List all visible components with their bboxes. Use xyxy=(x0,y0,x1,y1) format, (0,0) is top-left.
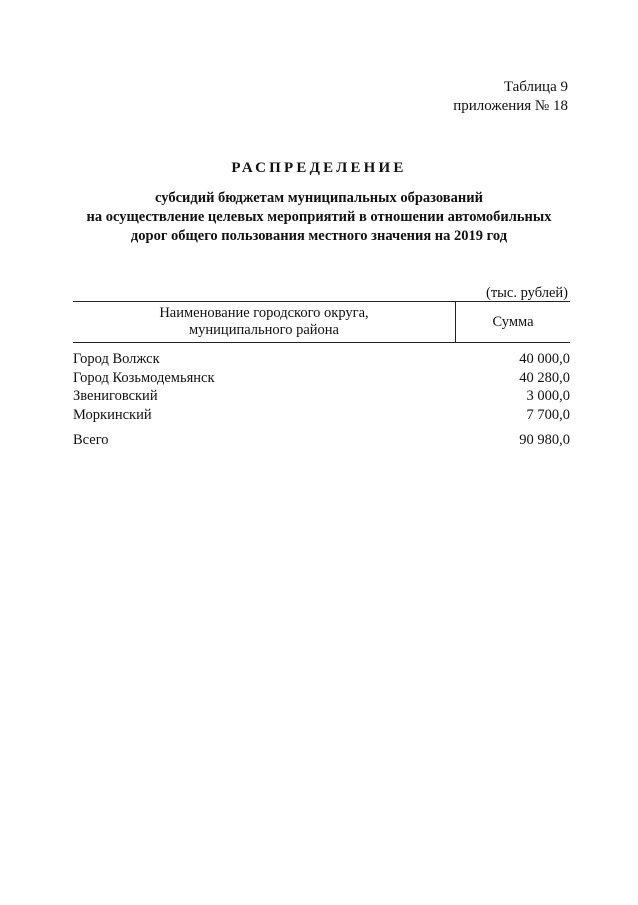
table-number: Таблица 9 xyxy=(503,79,568,95)
row-value: 40 000,0 xyxy=(519,351,570,367)
total-value: 90 980,0 xyxy=(519,432,570,448)
total-label: Всего xyxy=(73,432,109,448)
row-name: Моркинский xyxy=(73,406,152,423)
row-value: 3 000,0 xyxy=(526,388,570,404)
subtitle-line-1: субсидий бюджетам муниципальных образований xyxy=(155,190,483,206)
distribution-table xyxy=(73,301,570,450)
units-note: (тыс. рублей) xyxy=(486,285,568,301)
row-name: Город Козьмодемьянск xyxy=(73,369,215,386)
appendix-number: приложения № 18 xyxy=(453,98,568,114)
row-value: 7 700,0 xyxy=(526,406,570,423)
column-header-name xyxy=(73,302,456,342)
table-row xyxy=(73,406,570,425)
document-subtitle xyxy=(60,189,578,246)
table-row xyxy=(73,350,570,369)
column-header-name-line-1: Наименование городского округа, xyxy=(159,305,369,321)
column-header-sum: Сумма xyxy=(492,313,534,330)
table-body xyxy=(73,350,570,450)
table-row xyxy=(73,387,570,406)
subtitle-line-2: на осуществление целевых мероприятий в отношении автомобильных xyxy=(86,209,552,225)
row-name: Город Волжск xyxy=(73,351,160,367)
row-value: 40 280,0 xyxy=(519,369,570,386)
row-name: Звениговский xyxy=(73,388,158,404)
table-reference xyxy=(453,78,568,116)
subtitle-line-3: дорог общего пользования местного значения на 2019 год xyxy=(130,228,508,244)
table-row xyxy=(73,369,570,388)
total-row xyxy=(73,431,570,450)
column-header-name-line-2: муниципального района xyxy=(188,322,339,338)
document-title: РАСПРЕДЕЛЕНИЕ xyxy=(231,160,407,176)
table-header xyxy=(73,301,570,343)
